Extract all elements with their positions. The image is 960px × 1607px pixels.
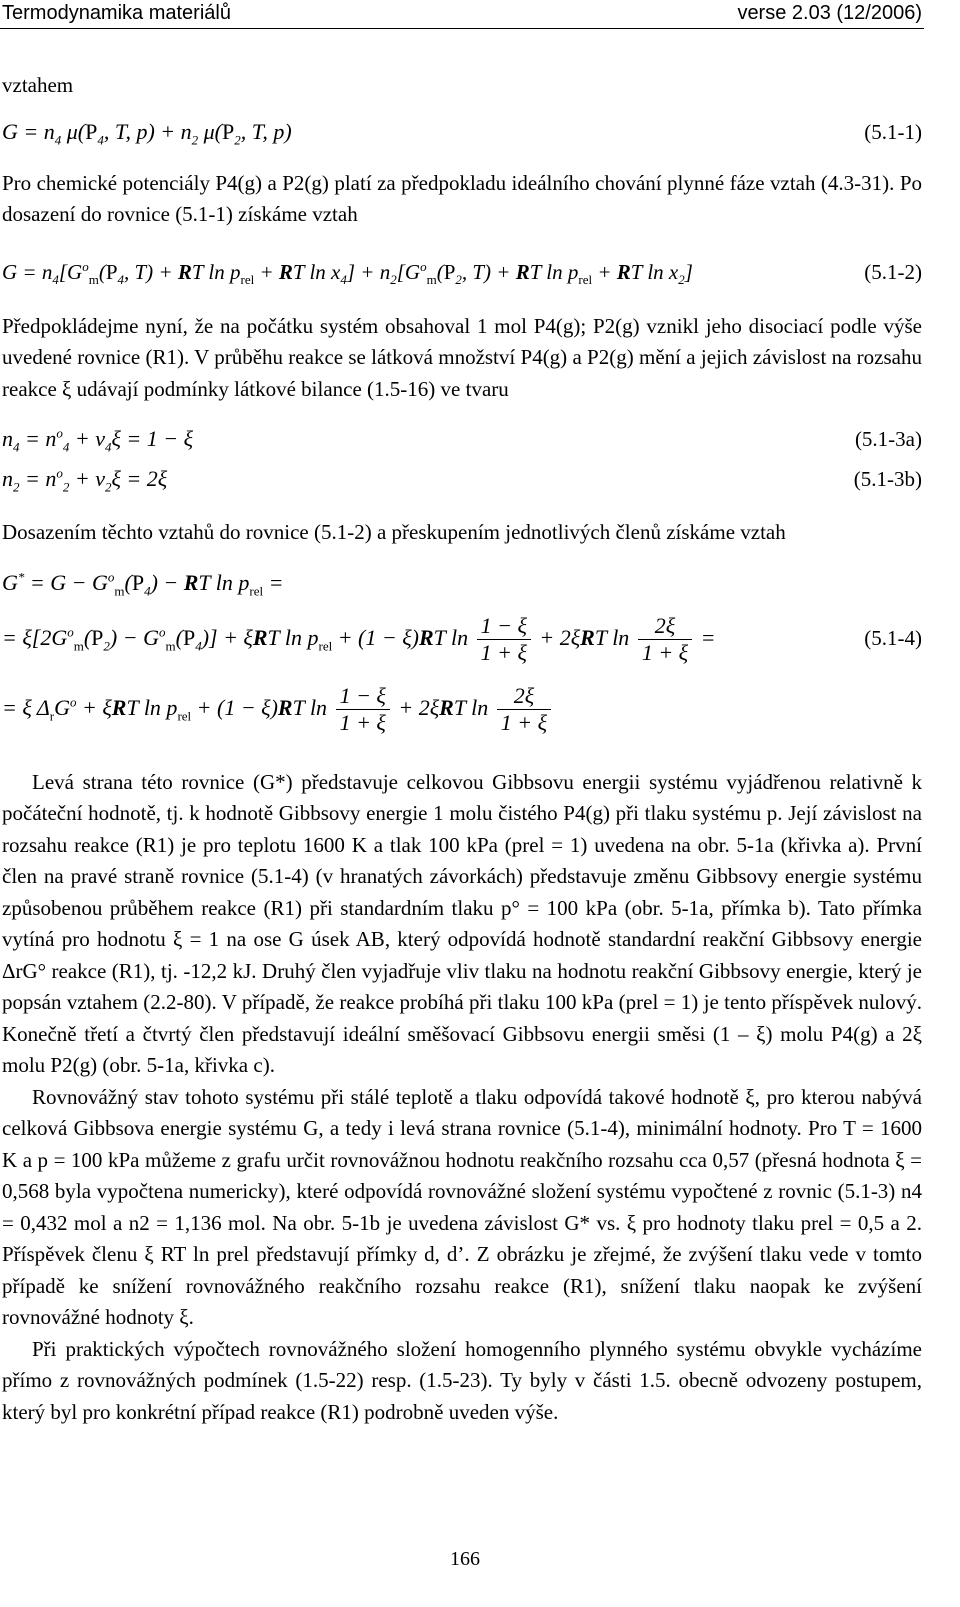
equation-5-1-4-line1: $G^* = G - G^o_m(P_4)$ − RT $\ln p_{rel}$ = [2,569,284,598]
equation-5-1-3a: $n_4 = n^o_4 + \nu_4\xi = 1 - \xi$ (5.1-3a) [2,419,922,459]
paragraph-5: Rovnovážný stav tohoto systému při stálé teplotě a tlaku odpovídá takové hodnotě ξ, pro kterou nabývá celková Gibbsova energie systému G, a tedy i levá strana rovnice (5.1-4), minimální hodnoty. Pro T = 1600 K a p = 100 kPa můžeme z grafu určit rovnovážnou hodnotu reakčního rozsahu cca 0,57 (přesná hodnota ξ = 0,568 byla vypočtena numericky), které odpovídá rovnovážné složení systému vypočtené z rovnic (5.1-3) n4 = 0,432 mol a n2 = 1,136 mol. Na obr. 5-1b je uvedena závislost G* vs. ξ pro hodnoty tlaku prel = 0,5 a 2. Příspěvek členu ξ RT ln prel představují přímky d, d’. Z obrázku je zřejmé, že zvýšení tlaku vede v tomto případě ke snížení rovnovážného reakčního rozsahu reakce (R1), snížení tlaku naopak ke zvýšení rovnovážné hodnoty ξ. [2,1084,922,1329]
equation-number: (5.1-1) [864,119,922,144]
header-rule [0,28,924,29]
paragraph-4: Levá strana této rovnice (G*) představuje celkovou Gibbsovu energii systému vyjádřenou relativně k počáteční hodnotě, tj. k hodnotě Gibbsovy energie 1 molu čistého P4(g) při tlaku systému p. Její závislost na rozsahu reakce (R1) je pro teplotu 1600 K a tlak 100 kPa (prel = 1) uvedena na obr. 5-1a (křivka a). První člen na pravé straně rovnice (5.1-4) (v hranatých závorkách) představuje změnu Gibbsovy energie systému způsobenou průběhem reakce (R1) při standardním tlaku p° = 100 kPa (obr. 5-1a, přímka b). Tato přímka vytíná pro hodnotu ξ = 1 na ose G úsek AB, který odpovídá hodnotě standardní reakční Gibbsovy energie ΔrG° reakce (R1), tj. -12,2 kJ. Druhý člen vyjadřuje vliv tlaku na hodnotu reakční Gibbsovy energie, který je popsán vztahem (2.2-80). V případě, že reakce probíhá při tlaku 100 kPa (prel = 1) je tento příspěvek nulový. Konečně třetí a čtvrtý člen představují ideální směšovací Gibbsovu energii směsi (1 – ξ) molu P4(g) a 2ξ molu P2(g) (obr. 5-1a, křivka c). [2,769,922,1077]
paragraph-6: Při praktických výpočtech rovnovážného složení homogenního plynného systému obvykle vycházíme přímo z rovnovážných podmínek (1.5-22) resp. (1.5-23). Ty byly v části 1.5. obecně odvozeny postupem, který byl pro konkrétní případ reakce (R1) podrobně uveden výše. [2,1336,922,1424]
header-version: verse 2.03 (12/2006) [737,2,922,24]
paragraph-intro: vztahem [2,73,74,97]
equation-5-1-3b: $n_2 = n^o_2 + \nu_2\xi = 2\xi$ (5.1-3b) [2,459,922,499]
document-body [2,70,922,1428]
equation-number: (5.1-4) [864,625,922,650]
equation-number: (5.1-2) [864,259,922,284]
paragraph-2: Předpokládejme nyní, že na počátku systém obsahoval 1 mol P4(g); P2(g) vznikl jeho disociací podle výše uvedené rovnice (R1). V průběhu reakce se látková množství P4(g) a P2(g) mění a jejich závislost na rozsahu reakce ξ udávají podmínky látkové bilance (1.5-16) ve tvaru [2,313,922,401]
page-number: 166 [450,1548,480,1570]
equation-number: (5.1-3a) [854,427,922,451]
equation-number: (5.1-3b) [853,467,922,491]
equation-5-1-4-line3: = ξ $\Delta_rG^o + \xi RT$ $\ln p_{rel} + (1 - \xi)RT$ ln $\frac{1 - \xi}{1 + \xi}$ + 2ξRT ln $\frac{2\xi}{1 + \xi}$ [2,673,922,743]
equation-5-1-2: $G = n_4[G^o_m(P_4$, T) + RT $\ln p_{rel}$ + RT $\ln x_4] + n_2[G^o_m(P_2$, T) + RT $\ln p_{rel}$ + RT $\ln x_2$] (5.1-2) [2,247,922,297]
page-header [0,0,960,30]
paragraph-3: Dosazením těchto vztahů do rovnice (5.1-2) a přeskupením jednotlivých členů získáme vztah [2,520,786,544]
equation-5-1-1: $G = n_4$ $\mu(P_4$, T, $p) + n_2$ $\mu(P_2$, T, p) (5.1-1) [2,112,922,152]
equation-5-1-4-line2: = $\xi[2G^o_m(P_2) - G^o_m(P_4)] + \xi RT$ $\ln p_{rel} + (1 - \xi)RT$ ln $\frac{1 - \xi}{1 + \xi}$ + 2ξRT ln $\frac{2\xi}{1 + \xi}$ = (5.1-4) [2,603,922,673]
header-title: Termodynamika materiálů [2,2,231,24]
paragraph-1: Pro chemické potenciály P4(g) a P2(g) platí za předpokladu ideálního chování plynné fáze vztah (4.3-31). Po dosazení do rovnice (5.1-1) získáme vztah [2,170,922,226]
